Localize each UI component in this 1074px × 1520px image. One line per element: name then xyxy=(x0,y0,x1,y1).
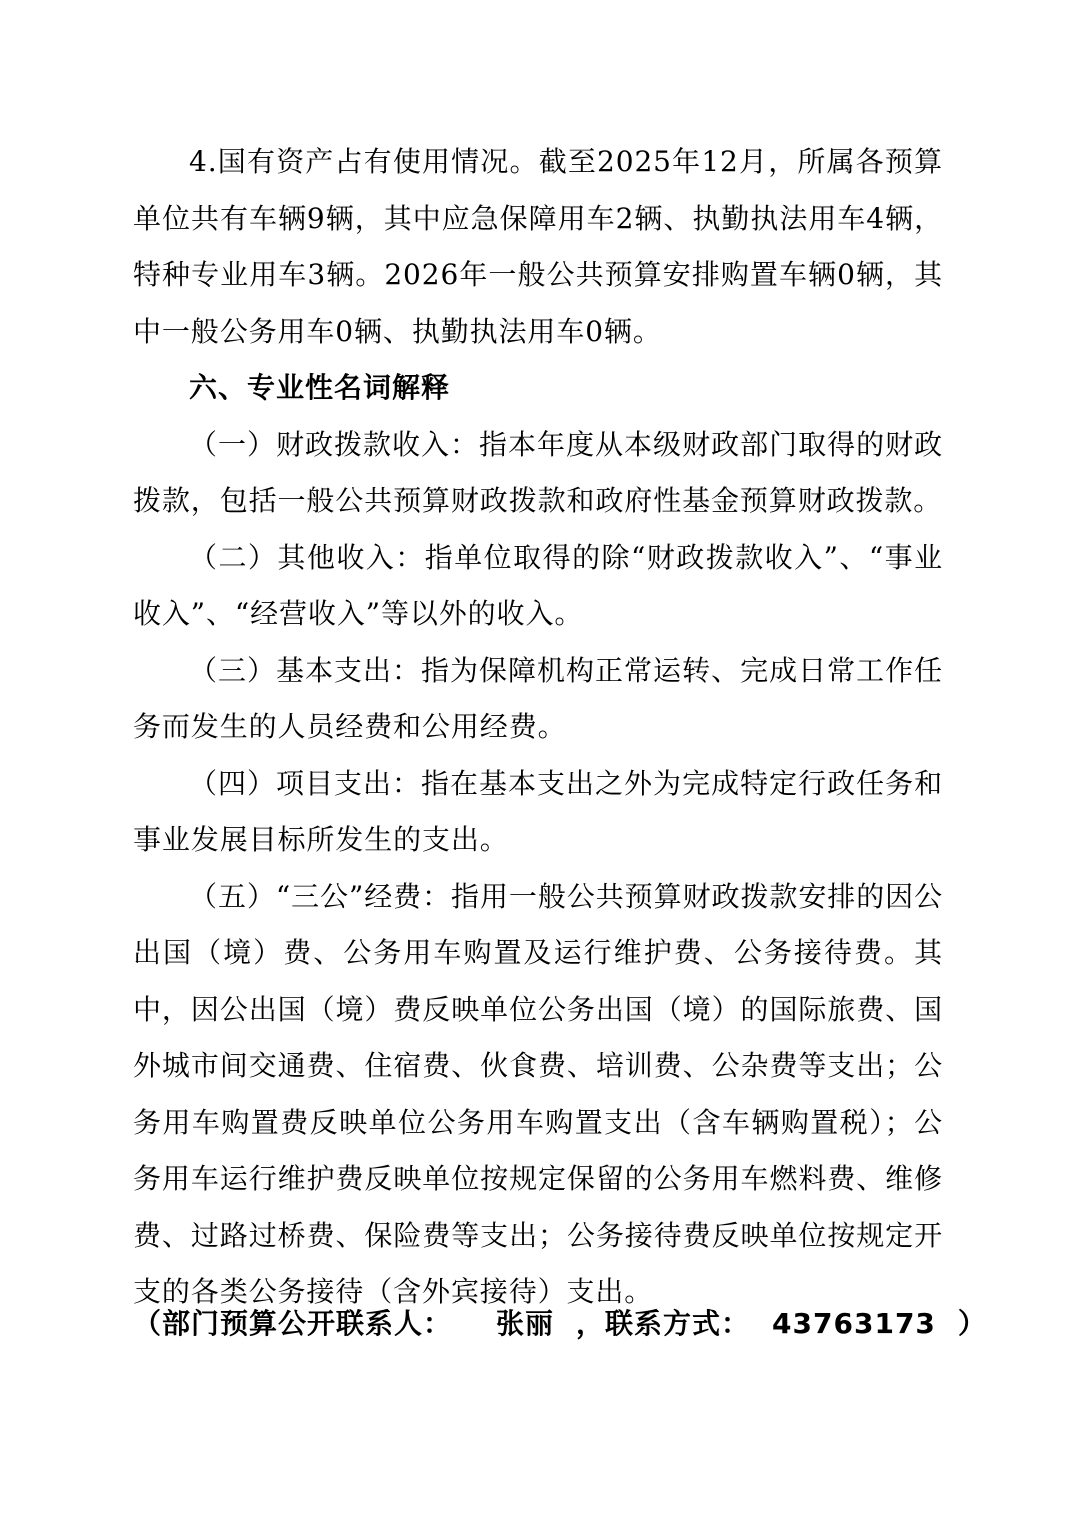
contact-name: 张丽 xyxy=(496,1307,555,1340)
contact-phone: 43763173 xyxy=(772,1307,936,1340)
definition-fiscal-appropriation: （一）财政拨款收入：指本年度从本级财政部门取得的财政拨款，包括一般公共预算财政拨款和政府性基金预算财政拨款。 xyxy=(133,427,943,517)
contact-line xyxy=(133,1296,987,1352)
definition-other-income: （二）其他收入：指单位取得的除“财政拨款收入”、“事业收入”、“经营收入”等以外的收入。 xyxy=(133,540,943,630)
contact-separator: ，联系方式： xyxy=(576,1307,751,1340)
document-body xyxy=(133,134,943,1321)
definition-project-expenditure: （四）项目支出：指在基本支出之外为完成特定行政任务和事业发展目标所发生的支出。 xyxy=(133,766,943,856)
contact-prefix: （部门预算公开联系人： xyxy=(133,1307,453,1340)
section-heading-terms: 六、专业性名词解释 xyxy=(189,371,451,404)
definition-basic-expenditure: （三）基本支出：指为保障机构正常运转、完成日常工作任务而发生的人员经费和公用经费。 xyxy=(133,653,943,743)
contact-suffix: ） xyxy=(957,1307,987,1340)
paragraph-state-assets: 4.国有资产占有使用情况。截至2025年12月，所属各预算单位共有车辆9辆，其中应急保障用车2辆、执勤执法用车4辆，特种专业用车3辆。2026年一般公共预算安排购置车辆0辆，其中一般公务用车0辆、执勤执法用车0辆。 xyxy=(133,145,943,348)
definition-three-public-expenses: （五）“三公”经费：指用一般公共预算财政拨款安排的因公出国（境）费、公务用车购置及运行维护费、公务接待费。其中，因公出国（境）费反映单位公务出国（境）的国际旅费、国外城市间交通费、住宿费、伙食费、培训费、公杂费等支出；公务用车购置费反映单位公务用车购置支出（含车辆购置税）；公务用车运行维护费反映单位按规定保留的公务用车燃料费、维修费、过路过桥费、保险费等支出；公务接待费反映单位按规定开支的各类公务接待（含外宾接待）支出。 xyxy=(133,879,943,1308)
